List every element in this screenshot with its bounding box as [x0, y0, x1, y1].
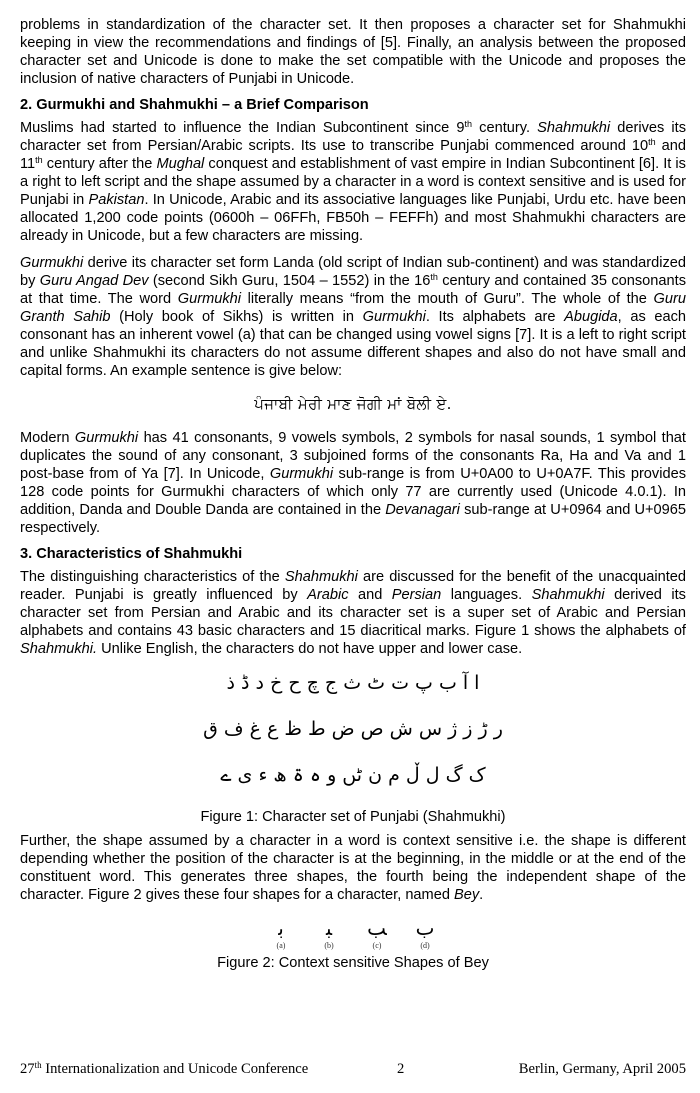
intro-paragraph: problems in standardization of the character set. It then proposes a character set for Shahmukhi keeping in view the recommendations and findings of [5]. Finally, an analysis between the proposed character set and Unicode is done to make the set compatible with the Unicode and proposes the inclusion of native characters of Punjabi in Unicode.: [20, 17, 686, 87]
alphabet-line: ا آ ب پ ت ٹ ث ج چ ح خ د ڈ ذ: [226, 672, 480, 694]
conference-name: 27th Internationalization and Unicode Conference: [20, 1060, 309, 1077]
bey-glyph: ﺒ: [325, 916, 333, 940]
figure-2-bey-shapes: [20, 918, 686, 952]
alphabet-line: ک گ ل ڵ م ن ٹں و ہ ۃ ھ ء ی ے: [220, 764, 486, 786]
bey-glyph: ﺑ: [278, 916, 284, 940]
bey-isolated-form: [411, 918, 439, 952]
paper-page: [20, 16, 686, 978]
conference-location-date: Berlin, Germany, April 2005: [518, 1061, 686, 1077]
bey-final-form: [363, 918, 391, 952]
bey-label: (c): [372, 941, 382, 950]
shahmukhi-history-paragraph: Muslims had started to influence the Indian Subcontinent since 9th century. Shahmukhi derives its character set from Persian/Arabic scripts. Its use to transcribe Punjabi commenced around 10th and 11th century after the Mughal conquest and establishment of vast empire in Indian Subcontinent [6]. It is a right to left script and the shape assumed by a character in a word is context sensitive and is used for Punjabi in Pakistan. In Unicode, Arabic and its associative languages like Punjabi, Urdu etc. have been allocated 1,200 code points (0600h – 06FFh, FB50h – FEFFh) and most Shahmukhi characters are already in Unicode, but a few characters are missing.: [20, 119, 687, 244]
section-2-heading: 2. Gurmukhi and Shahmukhi – a Brief Comparison: [20, 97, 369, 113]
bey-glyph: ب: [415, 916, 435, 940]
modern-gurmukhi-paragraph: Modern Gurmukhi has 41 consonants, 9 vowels symbols, 2 symbols for nasal sounds, 1 symbol that duplicates the sound of any consonant, 3 subjoined forms of the consonants Ra, Ha and Va and 1 post-base from of Ya [7]. In Unicode, Gurmukhi sub-range is from U+0A00 to U+0A7F. This provides 128 code points for Gurmukhi characters of which only 77 are currently used (Unicode 4.0.1). In addition, Danda and Double Danda are contained in the Devanagari sub-range at U+0964 and U+0965 respectively.: [20, 430, 686, 536]
bey-label: (d): [420, 941, 430, 950]
figure-2-caption: Figure 2: Context sensitive Shapes of Bey: [217, 955, 489, 971]
characteristics-paragraph: The distinguishing characteristics of the Shahmukhi are discussed for the benefit of the unacquainted reader. Punjabi is greatly influenced by Arabic and Persian languages. Shahmukhi derived its character set from Persian and Arabic and its character set is a super set of Arabic and Persian alphabets and contains 43 basic characters and 15 diacritical marks. Figure 1 shows the alphabets of Shahmukhi. Unlike English, the characters do not have upper and lower case.: [20, 569, 686, 657]
page-number: 2: [397, 1061, 405, 1077]
page-footer: [20, 1061, 686, 1081]
gurmukhi-history-paragraph: Gurmukhi derive its character set form Landa (old script of Indian sub-continent) and was standardized by Guru Angad Dev (second Sikh Guru, 1504 – 1552) in the 16th century and contained 35 consonants at that time. The word Gurmukhi literally means “from the mouth of Guru”. The whole of the Guru Granth Sahib (Holy book of Sikhs) is written in Gurmukhi. Its alphabets are Abugida, as each consonant has an inherent vowel (a) that can be changed using vowel signs [7]. It is a left to right script and unlike Shahmukhi its characters do not assume different shapes and also do not have small and capital forms. An example sentence is give below:: [20, 255, 686, 379]
context-shapes-paragraph: Further, the shape assumed by a character in a word is context sensitive i.e. the shape is different depending whether the position of the character is at the beginning, in the middle or at the end of the constituent word. This generates three shapes, the fourth being the independent shape of the character. Figure 2 gives these four shapes for a character, named Bey.: [20, 833, 686, 903]
alphabet-line: ر ڑ ز ژ س ش ص ض ط ظ ع غ ف ق: [203, 718, 503, 740]
section-3-heading: 3. Characteristics of Shahmukhi: [20, 546, 243, 562]
bey-initial-form: [267, 918, 295, 952]
bey-glyph: ﺐ: [367, 916, 387, 940]
figure-1-shahmukhi-alphabet: [20, 668, 686, 806]
bey-label: (b): [324, 941, 334, 950]
bey-medial-form: [315, 918, 343, 952]
figure-1-caption: Figure 1: Character set of Punjabi (Shahmukhi): [200, 809, 506, 825]
bey-label: (a): [276, 941, 286, 950]
gurmukhi-example-sentence: ਪੰਜਾਬੀ ਮੇਰੀ ਮਾਣ ਜੋਗੀ ਮਾਂ ਬੋਲੀ ਏ.: [254, 395, 452, 413]
